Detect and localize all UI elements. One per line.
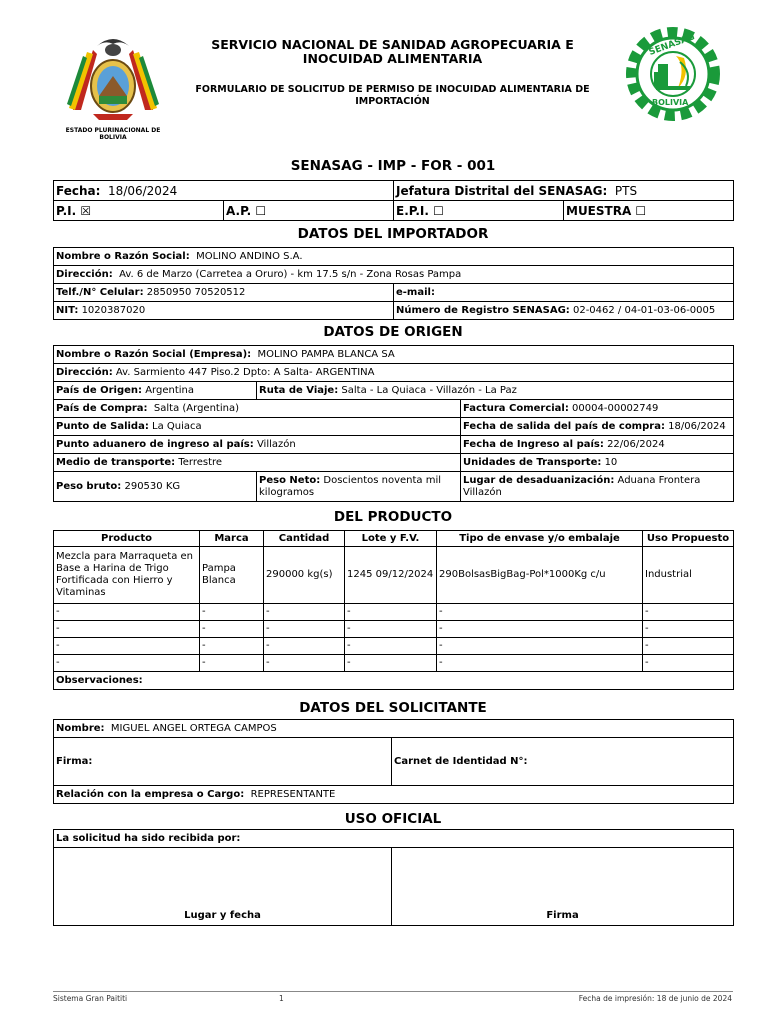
senasag-logo-bottom-text: BOLIVIA (652, 98, 689, 107)
table-cell: 1245 09/12/2024 (345, 547, 437, 604)
fecha-ingreso-cell: Fecha de Ingreso al país: 22/06/2024 (461, 436, 734, 454)
solicitante-nombre-cell: Nombre: MIGUEL ANGEL ORTEGA CAMPOS (54, 720, 734, 738)
footer-print-date: Fecha de impresión: 18 de junio de 2024 (578, 994, 732, 1003)
table-cell: - (437, 638, 643, 655)
top-info-table (53, 180, 734, 221)
table-cell: - (437, 621, 643, 638)
importador-direccion-cell: Dirección: Av. 6 de Marzo (Carretea a Oruro) - km 17.5 s/n - Zona Rosas Pampa (54, 266, 734, 284)
table-cell: Mezcla para Marraqueta en Base a Harina de Trigo Fortificada con Hierro y Vitaminas (54, 547, 200, 604)
importador-direccion-value: Av. 6 de Marzo (Carretea a Oruro) - km 17.5 s/n - Zona Rosas Pampa (119, 268, 462, 280)
table-cell: - (643, 655, 734, 672)
table-cell: - (643, 638, 734, 655)
solicitante-nombre-value: MIGUEL ANGEL ORTEGA CAMPOS (110, 722, 277, 734)
table-cell: - (264, 638, 345, 655)
oficial-table (53, 829, 734, 926)
fecha-salida-cell: Fecha de salida del país de compra: 18/06/2024 (461, 418, 734, 436)
senasag-gear-icon (620, 22, 726, 126)
table-row (54, 621, 734, 638)
pais-compra-cell: País de Compra: Salta (Argentina) (54, 400, 461, 418)
pais-compra-value: Salta (Argentina) (153, 402, 239, 414)
origen-section-title: DATOS DE ORIGEN (323, 324, 463, 340)
table-cell: - (54, 604, 200, 621)
table-cell: - (54, 655, 200, 672)
table-cell: - (54, 621, 200, 638)
col-header-marca: Marca (200, 531, 264, 547)
punto-salida-value: La Quiaca (152, 420, 202, 432)
col-header-cantidad: Cantidad (264, 531, 345, 547)
firma-oficial-cell: Firma (392, 848, 734, 926)
col-header-uso: Uso Propuesto (643, 531, 734, 547)
table-cell: - (264, 655, 345, 672)
col-header-lote: Lote y F.V. (345, 531, 437, 547)
origen-direccion-value: Av. Sarmiento 447 Piso.2 Dpto: A Salta- ARGENTINA (115, 366, 375, 378)
form-code: SENASAG - IMP - FOR - 001 (290, 158, 496, 174)
agency-title: SERVICIO NACIONAL DE SANIDAD AGROPECUARIA E INOCUIDAD ALIMENTARIA (211, 37, 574, 66)
table-row (54, 604, 734, 621)
importador-registro-value: 02-0462 / 04-01-03-06-0005 (572, 304, 716, 316)
peso-neto-value: Doscientos noventa mil kilogramos (259, 474, 442, 498)
recibida-cell: La solicitud ha sido recibida por: (54, 830, 734, 848)
producto-section-title: DEL PRODUCTO (333, 509, 453, 525)
coat-of-arms-caption: ESTADO PLURINACIONAL DE BOLIVIA (65, 127, 161, 141)
solicitante-carnet-cell: Carnet de Identidad N°: (392, 738, 734, 786)
footer-system-name: Sistema Gran Paititi (53, 994, 128, 1003)
col-header-producto: Producto (54, 531, 200, 547)
importador-nit-cell: NIT: 1020387020 (54, 302, 394, 320)
producto-table (53, 530, 734, 690)
table-cell: Pampa Blanca (200, 547, 264, 604)
factura-cell: Factura Comercial: 00004-00002749 (461, 400, 734, 418)
origen-empresa-cell: Nombre o Razón Social (Empresa): MOLINO PAMPA BLANCA SA (54, 346, 734, 364)
table-row (54, 655, 734, 672)
footer-page-number: 1 (279, 994, 284, 1003)
peso-bruto-cell: Peso bruto: 290530 KG (54, 472, 257, 502)
fecha-value: 18/06/2024 (108, 183, 178, 198)
observaciones-cell: Observaciones: (54, 672, 734, 690)
solicitante-relacion-cell: Relación con la empresa o Cargo: REPRESENTANTE (54, 786, 734, 804)
solicitante-firma-cell: Firma: (54, 738, 392, 786)
ap-checkbox[interactable]: A.P. ☐ (224, 201, 394, 221)
importador-nit-value: 1020387020 (81, 304, 146, 316)
importador-nombre-cell: Nombre o Razón Social: MOLINO ANDINO S.A. (54, 248, 734, 266)
epi-checkbox[interactable]: E.P.I. ☐ (394, 201, 564, 221)
table-cell: 290000 kg(s) (264, 547, 345, 604)
origen-direccion-cell: Dirección: Av. Sarmiento 447 Piso.2 Dpto: A Salta- ARGENTINA (54, 364, 734, 382)
table-cell: - (643, 621, 734, 638)
fecha-ingreso-value: 22/06/2024 (607, 438, 665, 450)
table-cell: - (643, 604, 734, 621)
table-cell: 290BolsasBigBag-Pol*1000Kg c/u (437, 547, 643, 604)
table-cell: - (54, 638, 200, 655)
table-cell: - (345, 621, 437, 638)
pais-origen-value: Argentina (145, 384, 194, 396)
bolivia-coat-of-arms-logo (53, 30, 173, 141)
table-cell: - (345, 655, 437, 672)
importador-telf-cell: Telf./N° Celular: 2850950 70520512 (54, 284, 394, 302)
desaduanizacion-value: Aduana Frontera Villazón (463, 474, 701, 498)
lugar-fecha-cell: Lugar y fecha (54, 848, 392, 926)
table-cell: - (200, 604, 264, 621)
solicitante-section-title: DATOS DEL SOLICITANTE (299, 700, 487, 716)
punto-aduanero-cell: Punto aduanero de ingreso al país: Villazón (54, 436, 461, 454)
ruta-cell: Ruta de Viaje: Salta - La Quiaca - Villazón - La Paz (257, 382, 734, 400)
col-header-envase: Tipo de envase y/o embalaje (437, 531, 643, 547)
table-cell: - (200, 638, 264, 655)
ruta-value: Salta - La Quiaca - Villazón - La Paz (341, 384, 517, 396)
senasag-logo (620, 22, 726, 126)
solicitante-table (53, 719, 734, 804)
medio-transporte-value: Terrestre (178, 456, 223, 468)
table-cell: - (437, 655, 643, 672)
punto-salida-cell: Punto de Salida: La Quiaca (54, 418, 461, 436)
origen-empresa-value: MOLINO PAMPA BLANCA SA (257, 348, 395, 360)
unidades-transporte-value: 10 (604, 456, 618, 468)
fecha-cell: Fecha: 18/06/2024 (54, 181, 394, 201)
table-cell: - (264, 621, 345, 638)
table-cell: - (345, 638, 437, 655)
fecha-salida-value: 18/06/2024 (668, 420, 726, 432)
peso-bruto-value: 290530 KG (124, 480, 181, 492)
punto-aduanero-value: Villazón (256, 438, 296, 450)
importador-nombre-value: MOLINO ANDINO S.A. (196, 250, 303, 262)
importador-email-cell: e-mail: (394, 284, 734, 302)
desaduanizacion-cell: Lugar de desaduanización: Aduana Frontera Villazón (461, 472, 734, 502)
table-cell: - (264, 604, 345, 621)
origen-table (53, 345, 734, 502)
importador-registro-cell: Número de Registro SENASAG: 02-0462 / 04-01-03-06-0005 (394, 302, 734, 320)
factura-value: 00004-00002749 (572, 402, 659, 414)
table-row (54, 638, 734, 655)
jefatura-value: PTS (614, 183, 638, 198)
table-row (54, 547, 734, 604)
importador-section-title: DATOS DEL IMPORTADOR (297, 226, 489, 242)
form-subtitle: FORMULARIO DE SOLICITUD DE PERMISO DE INOCUIDAD ALIMENTARIA DE IMPORTACIÓN (195, 84, 590, 107)
table-cell: - (200, 621, 264, 638)
table-cell: - (345, 604, 437, 621)
table-cell: Industrial (643, 547, 734, 604)
importador-table (53, 247, 734, 320)
importador-telf-value: 2850950 70520512 (146, 286, 246, 298)
table-cell: - (200, 655, 264, 672)
senasag-logo-top-text: SENASAG (647, 32, 697, 58)
muestra-checkbox[interactable]: MUESTRA ☐ (564, 201, 734, 221)
pi-checkbox[interactable]: P.I. ☒ (54, 201, 224, 221)
table-cell: - (437, 604, 643, 621)
oficial-section-title: USO OFICIAL (344, 811, 442, 827)
jefatura-cell: Jefatura Distrital del SENASAG: PTS (394, 181, 734, 201)
solicitante-relacion-value: REPRESENTANTE (250, 788, 336, 800)
unidades-transporte-cell: Unidades de Transporte: 10 (461, 454, 734, 472)
peso-neto-cell: Peso Neto: Doscientos noventa mil kilogramos (257, 472, 461, 502)
pais-origen-cell: País de Origen: Argentina (54, 382, 257, 400)
coat-of-arms-icon (53, 30, 173, 122)
medio-transporte-cell: Medio de transporte: Terrestre (54, 454, 461, 472)
footer-divider (53, 991, 733, 992)
